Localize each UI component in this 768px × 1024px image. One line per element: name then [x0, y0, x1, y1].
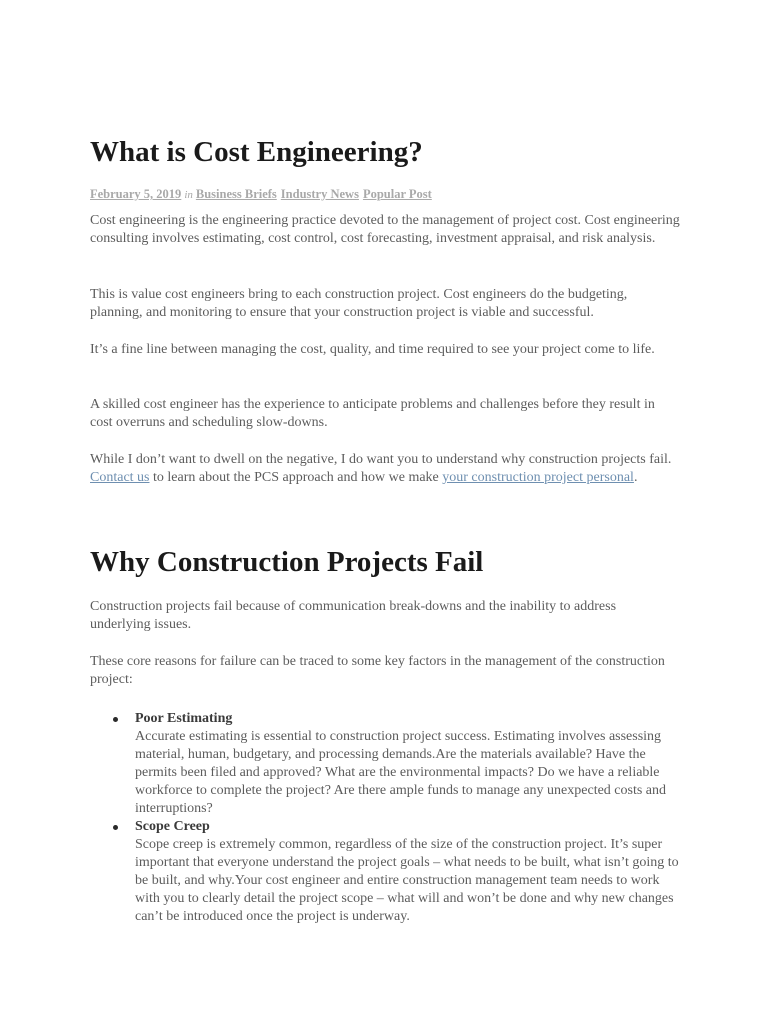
paragraph-text: to learn about the PCS approach and how we make [149, 470, 443, 485]
paragraph: It’s a fine line between managing the cost, quality, and time required to see your project come to life. [90, 342, 655, 357]
list-item [90, 710, 680, 818]
contact-us-link[interactable]: Contact us [90, 470, 150, 485]
in-label: in [184, 189, 193, 201]
list-item [90, 818, 680, 926]
construction-project-personal-link[interactable]: your construction project personal [442, 470, 634, 485]
factor-description: Scope creep is extremely common, regardless of the size of the construction project. It’s super important that everyone understand the project goals – what needs to be built, what isn’t going to be built, and why.Your cost engineer and entire construction management team needs to work with you to clearly detail the project scope – what will and won’t be done and why new changes can’t be introduced once the project is underway. [135, 837, 679, 924]
post-date-link[interactable]: February 5, 2019 [90, 187, 182, 201]
page-title: What is Cost Engineering? [90, 136, 423, 168]
paragraph: This is value cost engineers bring to each construction project. Cost engineers do the budgeting, planning, and monitoring to ensure that your construction project is viable and successful. [90, 287, 628, 320]
paragraph: These core reasons for failure can be traced to some key factors in the management of the construction project: [90, 654, 665, 687]
paragraph: A skilled cost engineer has the experience to anticipate problems and challenges before they result in cost overruns and scheduling slow-downs. [90, 397, 655, 430]
failure-factors-list [90, 710, 680, 926]
category-link-industry-news[interactable]: Industry News [280, 187, 359, 201]
category-link-business-briefs[interactable]: Business Briefs [195, 187, 277, 201]
category-link-popular-post[interactable]: Popular Post [362, 187, 432, 201]
factor-description: Accurate estimating is essential to construction project success. Estimating involves assessing material, human, budgetary, and processing demands.Are the materials available? Have the permits been filed and approved? What are the environmental impacts? Do we have a reliable workforce to complete the project? Are there ample funds to manage any unexpected costs and interruptions? [135, 729, 667, 816]
paragraph-text: . [633, 470, 638, 485]
paragraph: Construction projects fail because of communication break-downs and the inability to address underlying issues. [90, 599, 617, 632]
paragraph-text: While I don’t want to dwell on the negative, I do want you to understand why construction projects fail. [90, 452, 672, 467]
post-meta [90, 187, 436, 202]
bullet-icon [113, 825, 118, 830]
paragraph: Cost engineering is the engineering practice devoted to the management of project cost. Cost engineering consulting involves estimating, cost control, cost forecasting, investment appraisal, and risk analysis. [90, 213, 680, 246]
factor-term: Scope Creep [135, 819, 210, 834]
section-title: Why Construction Projects Fail [90, 546, 484, 578]
paragraph-with-links [90, 451, 680, 487]
factor-term: Poor Estimating [135, 711, 233, 726]
bullet-icon [113, 717, 118, 722]
